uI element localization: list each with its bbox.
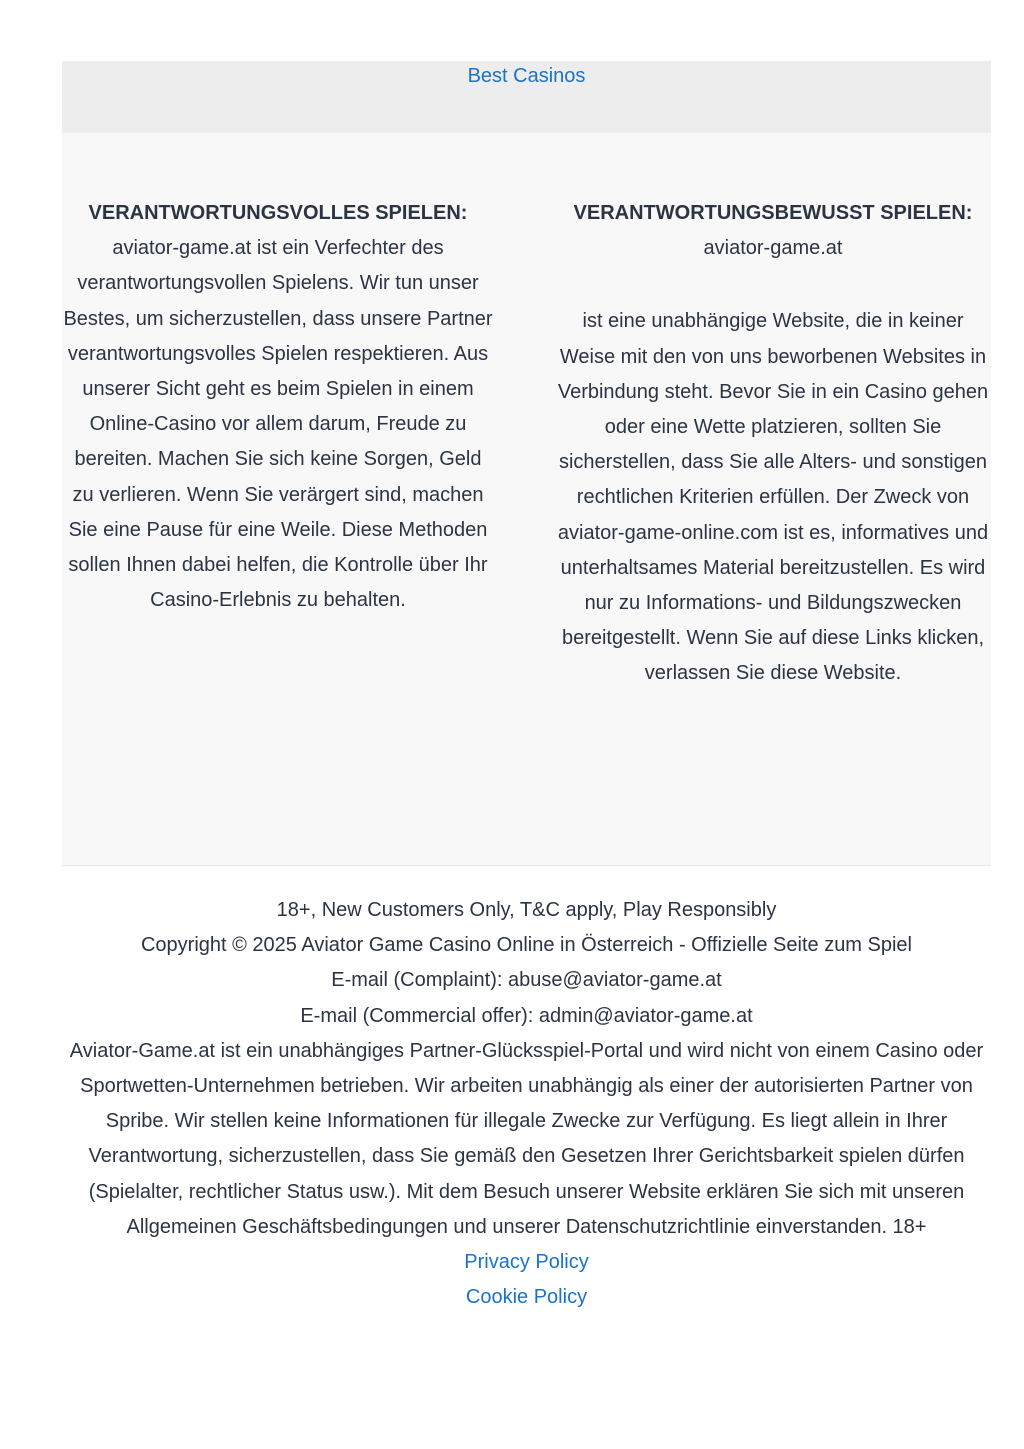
footer-disclaimer: 18+, New Customers Only, T&C apply, Play Responsibly	[276, 899, 777, 921]
left-info-column	[62, 196, 494, 618]
footer-email-complaint: E-mail (Complaint): abuse@aviator-game.at	[331, 969, 722, 992]
right-column-text: ist eine unabhängige Website, die in keiner Weise mit den von uns beworbenen Websites in Verbindung steht. Bevor Sie in ein Casino gehen oder eine Wette platzieren, sollten Sie sicherstellen, dass Sie alle Alters- und sonstigen rechtlichen Kriterien erfüllen. Der Zweck von aviator-game-online.com ist es, informatives und unterhaltsames Material bereitzustellen. Es wird nur zu Informations- und Bildungszwecken bereitgestellt. Wenn Sie auf diese Links klicken, verlassen Sie diese Website.	[557, 310, 989, 685]
left-column-heading: VERANTWORTUNGSVOLLES SPIELEN:	[88, 202, 468, 224]
left-column-text: aviator-game.at ist ein Verfechter des verantwortungsvollen Spielens. Wir tun unser Bestes, um sicherzustellen, dass unsere Partner verantwortungsvolles Spielen respektieren. Aus unserer Sicht geht es beim Spielen in einem Online-Casino vor allem darum, Freude zu bereiten. Machen Sie sich keine Sorgen, Geld zu verlieren. Wenn Sie verärgert sind, machen Sie eine Pause für eine Weile. Diese Methoden sollen Ihnen dabei helfen, die Kontrolle über Ihr Casino-Erlebnis zu behalten.	[63, 237, 493, 612]
privacy-policy-link[interactable]: Privacy Policy	[464, 1251, 589, 1274]
cookie-policy-link[interactable]: Cookie Policy	[465, 1286, 588, 1309]
right-column-site: aviator-game.at	[703, 237, 843, 260]
best-casinos-link[interactable]: Best Casinos	[467, 65, 586, 87]
right-column-heading: VERANTWORTUNGSBEWUSST SPIELEN:	[573, 202, 973, 224]
responsible-gaming-panel	[62, 133, 991, 866]
top-bar	[62, 61, 991, 133]
footer-email-commercial: E-mail (Commercial offer): admin@aviator-game.at	[300, 1004, 753, 1027]
footer	[62, 893, 991, 1315]
spacer	[555, 266, 991, 304]
footer-legal-text: Aviator-Game.at ist ein unabhängiges Partner-Glücksspiel-Portal und wird nicht von einem Casino oder Sportwetten-Unternehmen betrieben. Wir arbeiten unabhängig als einer der autorisierten Partner von Spribe. Wir stellen keine Informationen für illegale Zwecke zur Verfügung. Es liegt allein in Ihrer Verantwortung, sicherzustellen, dass Sie gemäß den Gesetzen Ihrer Gerichtsbarkeit spielen dürfen (Spielalter, rechtlicher Status usw.). Mit dem Besuch unserer Website erklären Sie sich mit unseren Allgemeinen Geschäftsbedingungen und unserer Datenschutzrichtlinie einverstanden. 18+	[69, 1039, 984, 1238]
right-info-column	[555, 196, 991, 692]
footer-copyright: Copyright © 2025 Aviator Game Casino Online in Österreich - Offizielle Seite zum Spiel	[140, 934, 912, 957]
